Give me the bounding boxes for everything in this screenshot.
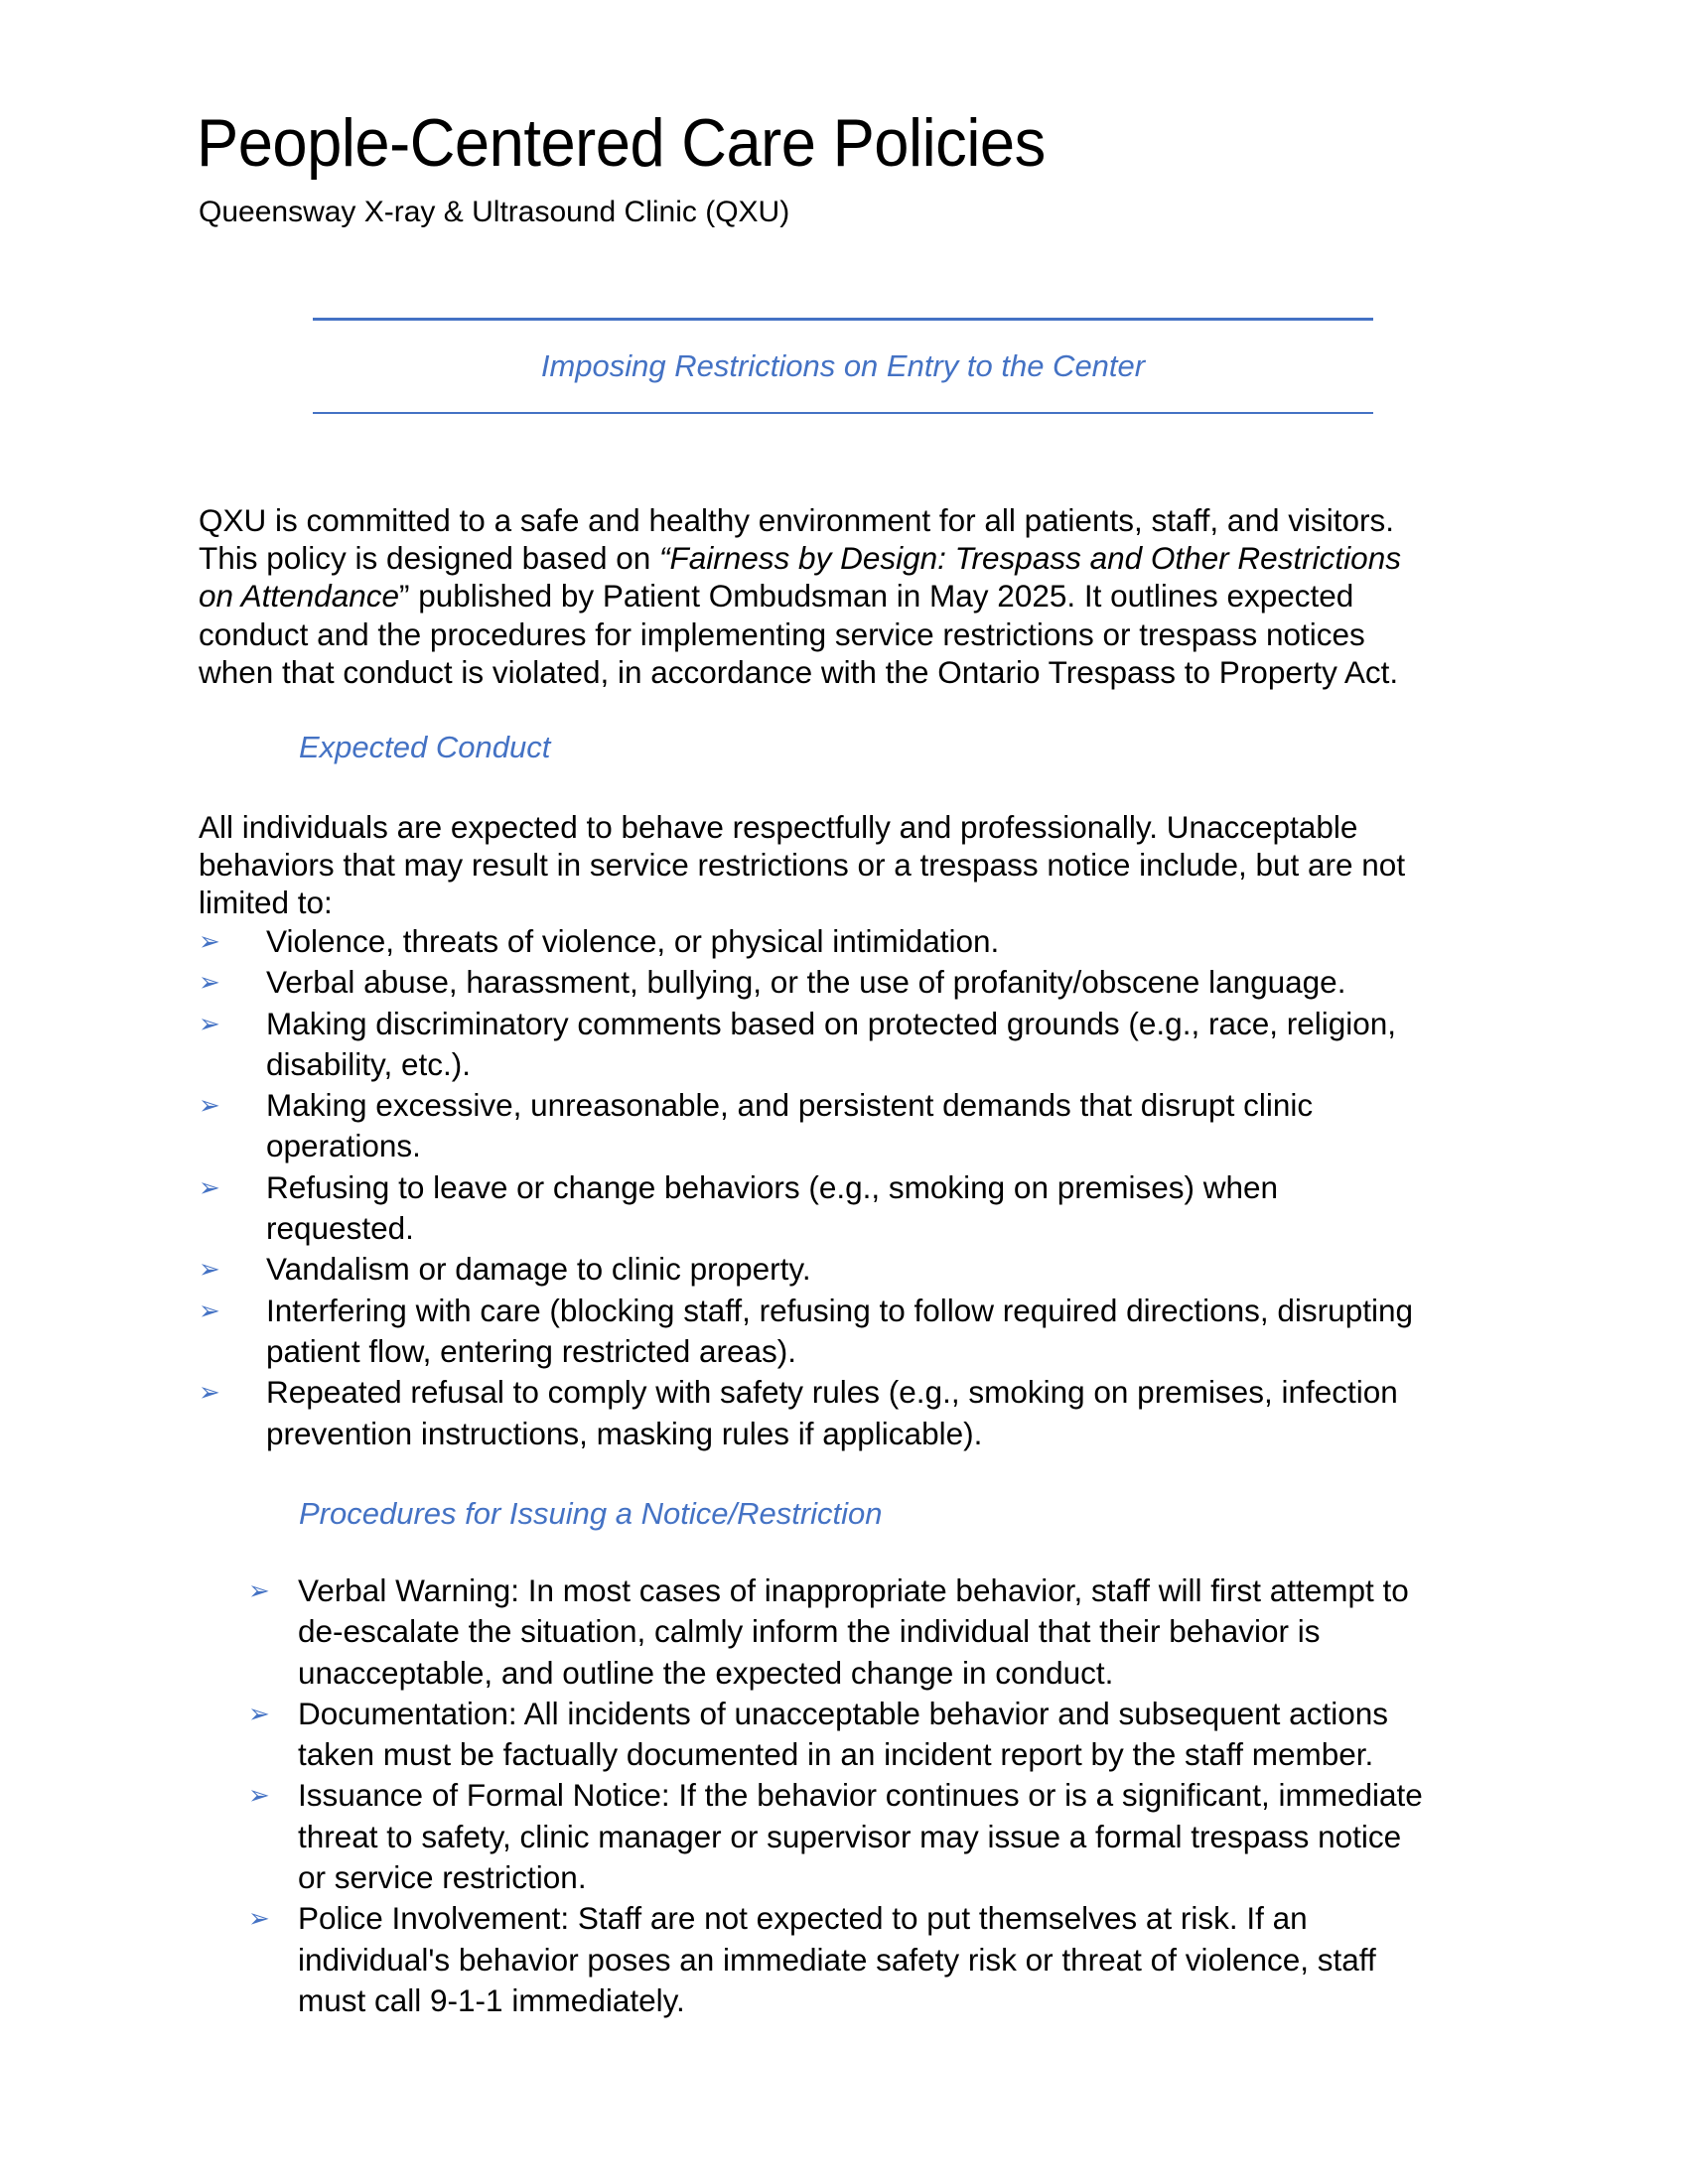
list-item-text: unacceptable, and outline the expected change in conduct. <box>298 1654 1114 1691</box>
list-item <box>248 1570 1423 1694</box>
list-item <box>199 1167 1413 1250</box>
list-item-text: Interfering with care (blocking staff, refusing to follow required directions, disrupting <box>266 1292 1413 1328</box>
list-item-text: Issuance of Formal Notice: If the behavior continues or is a significant, immediate <box>298 1777 1423 1814</box>
list-item <box>248 1898 1423 2021</box>
list-item-text: Violence, threats of violence, or physical intimidation. <box>266 923 1000 959</box>
arrowhead-bullet-icon: ➢ <box>199 967 220 998</box>
intro-paragraph <box>199 501 1499 691</box>
arrowhead-bullet-icon: ➢ <box>199 1377 220 1408</box>
procedures-list <box>248 1570 1423 2021</box>
unacceptable-behaviors-list <box>199 921 1413 1454</box>
list-item-text: Verbal abuse, harassment, bullying, or the use of profanity/obscene language. <box>266 964 1346 1001</box>
list-item <box>199 1249 1413 1290</box>
procedures-heading: Procedures for Issuing a Notice/Restriction <box>299 1496 883 1531</box>
list-item-text: Police Involvement: Staff are not expected to put themselves at risk. If an <box>298 1900 1308 1937</box>
list-item-text: or service restriction. <box>298 1859 587 1896</box>
intro-line: This policy is designed based on “Fairness by Design: Trespass and Other Restrictions <box>199 540 1401 577</box>
list-item-text: operations. <box>266 1128 421 1164</box>
list-item-text: patient flow, entering restricted areas). <box>266 1332 797 1369</box>
list-item <box>199 1085 1413 1167</box>
list-item <box>199 1291 1413 1373</box>
arrowhead-bullet-icon: ➢ <box>199 1090 220 1121</box>
document-subtitle: Queensway X-ray & Ultrasound Clinic (QXU) <box>199 196 790 228</box>
arrowhead-bullet-icon: ➢ <box>248 1575 270 1605</box>
intro-line: conduct and the procedures for implementing service restrictions or trespass notices <box>199 615 1365 652</box>
list-item <box>199 962 1413 1003</box>
list-item <box>199 1004 1413 1086</box>
arrowhead-bullet-icon: ➢ <box>199 1295 220 1325</box>
list-item-text: de-escalate the situation, calmly inform the individual that their behavior is <box>298 1613 1321 1650</box>
paragraph-line: limited to: <box>199 885 333 921</box>
cited-publication-title: on Attendance <box>199 578 399 614</box>
paragraph-line: All individuals are expected to behave respectfully and professionally. Unacceptable <box>199 809 1358 845</box>
cited-publication-title: “Fairness by Design: Trespass and Other Restrictions <box>659 540 1401 577</box>
list-item <box>248 1775 1423 1898</box>
arrowhead-bullet-icon: ➢ <box>248 1698 270 1728</box>
list-item <box>248 1694 1423 1776</box>
section-rule-bottom <box>313 412 1373 414</box>
list-item-text: Refusing to leave or change behaviors (e.g., smoking on premises) when <box>266 1168 1279 1205</box>
arrowhead-bullet-icon: ➢ <box>199 1171 220 1202</box>
list-item-text: Making excessive, unreasonable, and persistent demands that disrupt clinic <box>266 1087 1314 1124</box>
arrowhead-bullet-icon: ➢ <box>199 926 220 956</box>
list-item-text: taken must be factually documented in an incident report by the staff member. <box>298 1736 1374 1773</box>
arrowhead-bullet-icon: ➢ <box>248 1903 270 1934</box>
document-title: People-Centered Care Policies <box>197 105 1046 181</box>
list-item-text: threat to safety, clinic manager or supervisor may issue a formal trespass notice <box>298 1818 1402 1854</box>
expected-conduct-intro <box>199 808 1499 922</box>
list-item-text: Making discriminatory comments based on protected grounds (e.g., race, religion, <box>266 1005 1397 1041</box>
arrowhead-bullet-icon: ➢ <box>199 1254 220 1285</box>
list-item-text: Vandalism or damage to clinic property. <box>266 1251 811 1288</box>
arrowhead-bullet-icon: ➢ <box>248 1780 270 1811</box>
section-title: Imposing Restrictions on Entry to the Center <box>540 348 1146 383</box>
expected-conduct-heading: Expected Conduct <box>299 730 551 764</box>
list-item-text: disability, etc.). <box>266 1045 471 1082</box>
list-item-text: Documentation: All incidents of unacceptable behavior and subsequent actions <box>298 1695 1388 1731</box>
paragraph-line: behaviors that may result in service restrictions or a trespass notice include, but are not <box>199 847 1406 884</box>
arrowhead-bullet-icon: ➢ <box>199 1008 220 1038</box>
intro-line: when that conduct is violated, in accordance with the Ontario Trespass to Property Act. <box>199 653 1399 690</box>
list-item-text: individual's behavior poses an immediate safety risk or threat of violence, staff <box>298 1941 1376 1978</box>
list-item <box>199 1372 1413 1454</box>
list-item-text: must call 9-1-1 immediately. <box>298 1981 685 2018</box>
list-item <box>199 921 1413 962</box>
list-item-text: prevention instructions, masking rules if applicable). <box>266 1415 983 1451</box>
list-item-text: Repeated refusal to comply with safety rules (e.g., smoking on premises, infection <box>266 1374 1398 1411</box>
list-item-text: Verbal Warning: In most cases of inappropriate behavior, staff will first attempt to <box>298 1572 1409 1608</box>
section-rule-top <box>313 318 1373 321</box>
intro-line: QXU is committed to a safe and healthy environment for all patients, staff, and visitors. <box>199 502 1394 538</box>
intro-line: on Attendance” published by Patient Ombudsman in May 2025. It outlines expected <box>199 578 1354 614</box>
list-item-text: requested. <box>266 1210 414 1247</box>
